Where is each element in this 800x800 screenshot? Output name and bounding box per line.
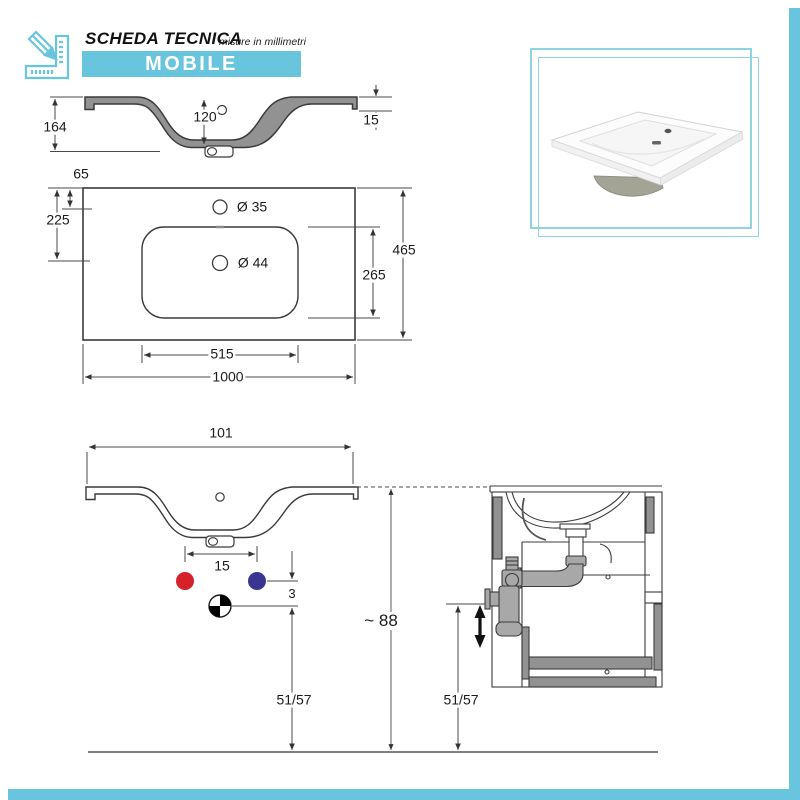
- dim-basin-depth-plan: 265: [362, 266, 386, 283]
- connection-points: [176, 546, 298, 617]
- dim-total-width: 1000: [212, 368, 244, 385]
- dim-tap-spacing: 15: [214, 557, 230, 574]
- cabinet-section-view: [485, 486, 662, 687]
- cold-water-dot: [248, 572, 266, 590]
- dim-total-height: 164: [43, 118, 67, 135]
- dim-tap-distance: 225: [46, 211, 70, 228]
- dim-basin-width: 515: [210, 345, 234, 362]
- dim-drain-offset: 3: [288, 586, 296, 602]
- dim-width-cm: 101: [209, 424, 233, 441]
- dim-basin-depth: 120: [193, 108, 217, 125]
- dim-install-height: ~ 88: [364, 611, 398, 631]
- drain-datum-symbol: [209, 595, 231, 617]
- adjustment-arrow: [475, 605, 486, 648]
- product-banner: MOBILE: [82, 51, 301, 77]
- page-title: SCHEDA TECNICA: [85, 29, 243, 48]
- front-view: [86, 447, 490, 547]
- dim-wall-height-right: 51/57: [443, 691, 479, 708]
- dim-rim-height: 15: [363, 111, 379, 128]
- dim-tap-hole: Ø 35: [236, 198, 268, 215]
- dim-wall-height-left: 51/57: [276, 691, 312, 708]
- dim-total-depth: 465: [392, 241, 416, 258]
- dim-drain-hole: Ø 44: [237, 254, 269, 271]
- side-profile-view: [50, 85, 392, 157]
- page-subtitle: misure in millimetri: [219, 36, 306, 48]
- dim-front-offset: 65: [73, 165, 89, 182]
- hot-water-dot: [176, 572, 194, 590]
